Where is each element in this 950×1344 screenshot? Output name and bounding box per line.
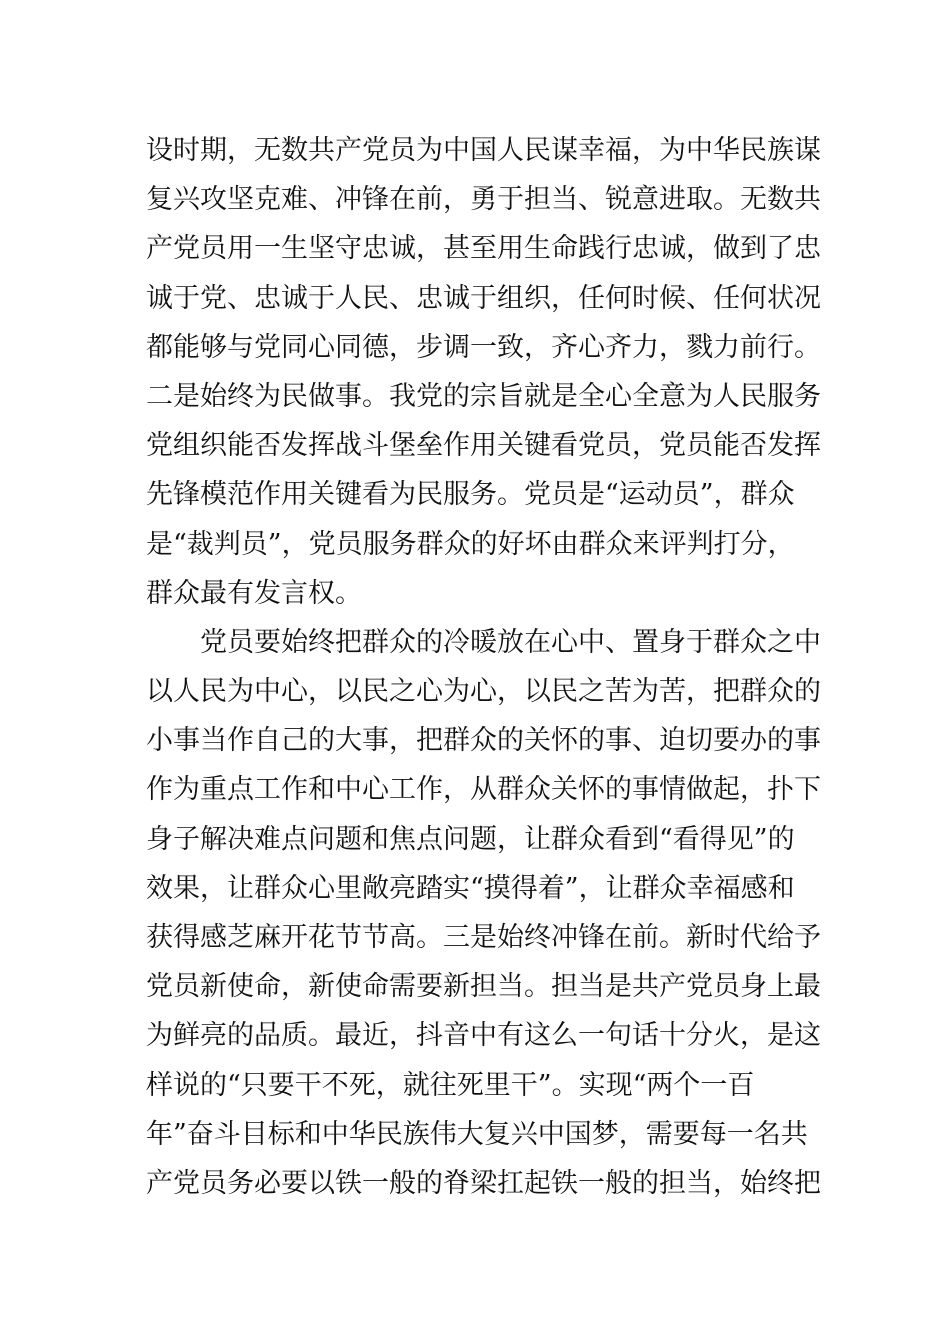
text-line: 获得感芝麻开花节节高。三是始终冲锋在前。新时代给予	[146, 922, 821, 953]
text-line: 产党员务必要以铁一般的脊梁扛起铁一般的担当，始终把	[146, 1167, 821, 1199]
text-line: 复兴攻坚克难、冲锋在前，勇于担当、锐意进取。无数共	[146, 184, 821, 216]
text-line: 小事当作自己的大事，把群众的关怀的事、迫切要办的事	[146, 725, 821, 757]
text-line: 党员新使命，新使命需要新担当。担当是共产党员身上最	[146, 971, 821, 1003]
text-line: 二是始终为民做事。我党的宗旨就是全心全意为人民服务	[146, 380, 821, 412]
text-line: 产党员用一生坚守忠诚，甚至用生命践行忠诚，做到了忠	[146, 233, 821, 265]
paragraph-start-line: 党员要始终把群众的冷暖放在心中、置身于群众之中	[200, 626, 821, 658]
text-line: 群众最有发言权。	[146, 577, 362, 609]
text-line: 为鲜亮的品质。最近，抖音中有这么一句话十分火，是这	[146, 1020, 821, 1052]
text-line: 都能够与党同心同德，步调一致，齐心齐力，戮力前行。	[146, 331, 821, 363]
text-line: 样说的“只要干不死，就往死里干”。实现“两个一百	[146, 1069, 755, 1101]
text-line: 效果，让群众心里敞亮踏实“摸得着”，让群众幸福感和	[146, 872, 795, 904]
text-line: 身子解决难点问题和焦点问题，让群众看到“看得见”的	[146, 823, 795, 855]
text-line: 设时期，无数共产党员为中国人民谋幸福，为中华民族谋	[146, 135, 821, 166]
body-text	[146, 126, 821, 1208]
text-line: 诚于党、忠诚于人民、忠诚于组织，任何时候、任何状况	[146, 282, 821, 314]
text-line: 先锋模范作用关键看为民服务。党员是“运动员”，群众	[146, 479, 795, 511]
text-line: 以人民为中心，以民之心为心，以民之苦为苦，把群众的	[146, 676, 821, 708]
text-line: 党组织能否发挥战斗堡垒作用关键看党员，党员能否发挥	[146, 430, 821, 462]
text-line: 是“裁判员”，党员服务群众的好坏由群众来评判打分，	[146, 528, 795, 560]
text-line: 年”奋斗目标和中华民族伟大复兴中国梦，需要每一名共	[146, 1118, 808, 1150]
text-line: 作为重点工作和中心工作，从群众关怀的事情做起，扑下	[146, 774, 821, 806]
